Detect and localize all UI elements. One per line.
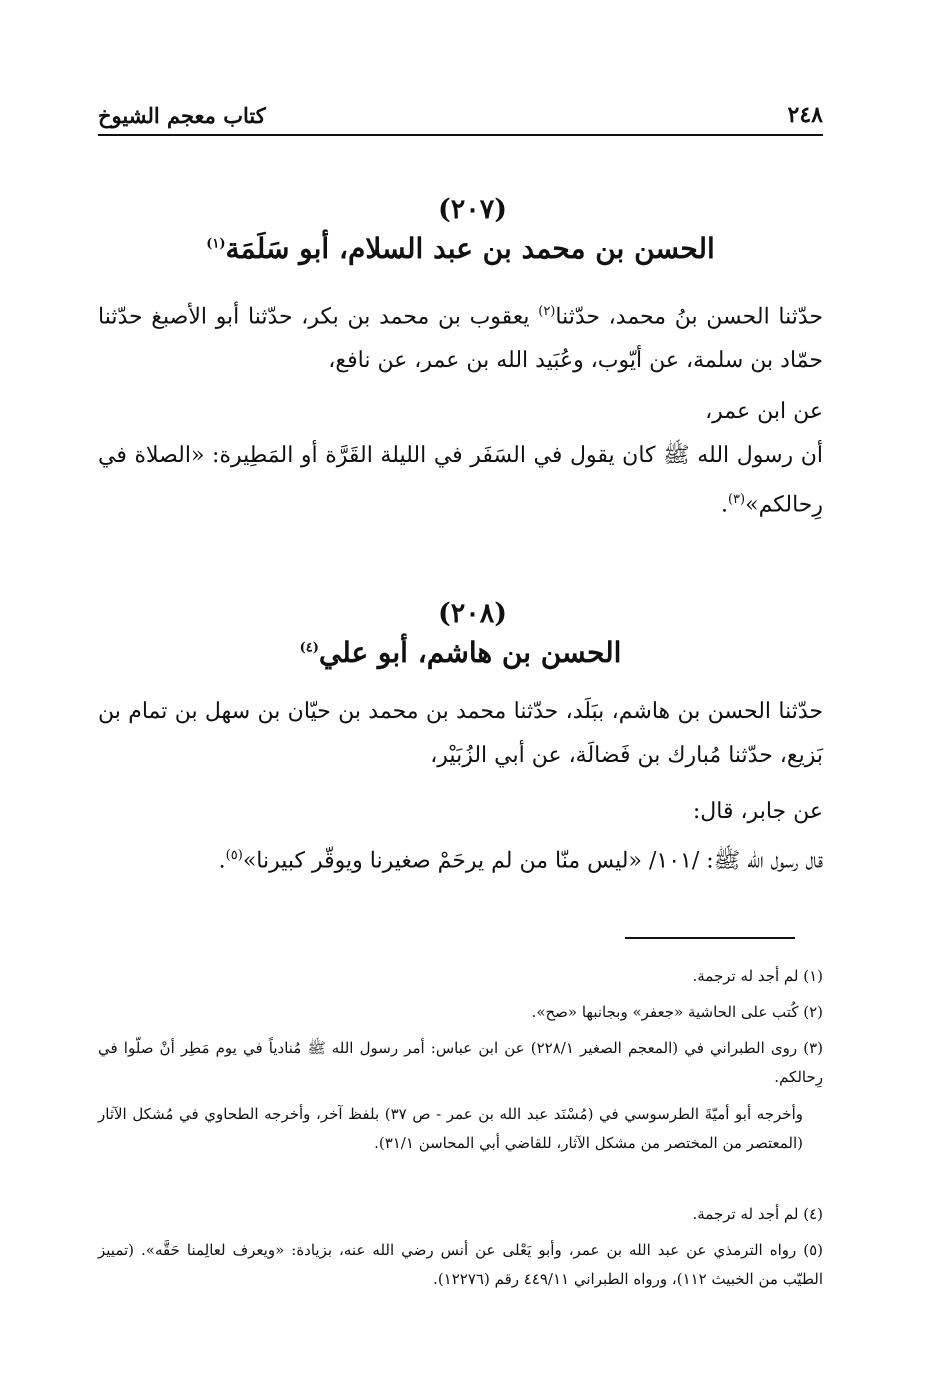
- entry-208-text: [98, 834, 823, 883]
- page-number: ٢٤٨: [787, 102, 823, 128]
- footnote-3-continued: وأخرجه أبو أميّةَ الطرسوسي في (مُسْنَد عبد الله بن عمر - ص ٣٧) بلفظ آخر، وأخرجه الطحاوي في مُشكل الآثار (المعتصر من المختصر من مشكل الآثار، للقاضي أبي المحاسن ٣١/١).: [98, 1105, 803, 1152]
- entry-207-chain-b: يعقوب بن محمد بن بكر، حدّثنا أبو الأصبغ حدّثنا حمّاد بن سلمة، عن أيّوب، وعُبَيد الله بن عمر، عن نافع،: [98, 304, 823, 374]
- entry-208-from: عن جابر، قال:: [692, 799, 823, 824]
- running-title: كتاب معجم الشيوخ: [98, 102, 266, 128]
- entry-207-name: [98, 232, 823, 265]
- page-header: [98, 96, 823, 136]
- footnote-4: (٤) لم أجد له ترجمة.: [692, 1205, 823, 1223]
- footnote-1: (١) لم أجد له ترجمة.: [692, 967, 823, 985]
- footnote-3: (٣) روى الطبراني في (المعجم الصغير ٢٢٨/١) عن ابن عباس: أمر رسول الله ﷺ مُنادياً في يوم مَطِر أنْ صلّوا في رِحالكم.: [98, 1039, 824, 1086]
- footnote-2: (٢) كُتب على الحاشية «جعفر» وبجانبها «صح».: [531, 1003, 823, 1021]
- footnote-separator: [625, 937, 795, 939]
- entry-207-text: [98, 434, 823, 527]
- entry-207-from: عن ابن عمر،: [705, 399, 823, 424]
- footnote-ref-2: (٢): [538, 304, 556, 319]
- entry-207-number: (٢٠٧): [437, 194, 508, 225]
- footnote-ref-4: (٤): [299, 640, 319, 656]
- entry-207-chain: [98, 290, 823, 383]
- entry-208-name-text: الحسن بن هاشم، أبو علي: [318, 636, 622, 669]
- entry-208-name: [98, 636, 823, 669]
- footnote-5: (٥) رواه الترمذي عن عبد الله بن عمر، وأبو يَعْلى عن أنس رضي الله عنه، بزيادة: «ويعرف لعالِمنا حَقَّه». (تمييز الطيّب من الخبيث ١١٢)، ورواه الطبراني ٤٤٩/١١ رقم (١٢٢٧٦).: [98, 1241, 823, 1288]
- entry-208-number: (٢٠٨): [437, 598, 508, 629]
- footnote-ref-5: (٥): [225, 848, 243, 863]
- entry-207-text-body: أن رسول الله ﷺ كان يقول في السَفَر في الليلة القَرَّة أو المَطِيرة: «الصلاة في رِحالكم»: [98, 443, 823, 518]
- footnote-ref-1: (١): [206, 236, 226, 252]
- entry-208-text-body: قال رسول الله ﷺ: /١٠١/ «ليس منّا من لم يرحَمْ صغيرنا ويوقّر كبيرنا»: [242, 848, 823, 874]
- entry-207-text-end: .: [720, 492, 728, 518]
- entry-208-chain: حدّثنا الحسن بن هاشم، ببَلَد، حدّثنا محمد بن محمد بن حيّان بن سهل بن تمام بن بَزيع، حدّثنا مُبارك بن فَضالَة، عن أبي الزُبَيْر،: [98, 699, 823, 768]
- entry-208-text-end: .: [218, 848, 226, 874]
- entry-207-name-text: الحسن بن محمد بن عبد السلام، أبو سَلَمَة: [225, 232, 715, 265]
- entry-207-chain-a: حدّثنا الحسن بنُ محمد، حدّثنا: [555, 304, 823, 330]
- footnote-ref-3: (٣): [727, 492, 746, 507]
